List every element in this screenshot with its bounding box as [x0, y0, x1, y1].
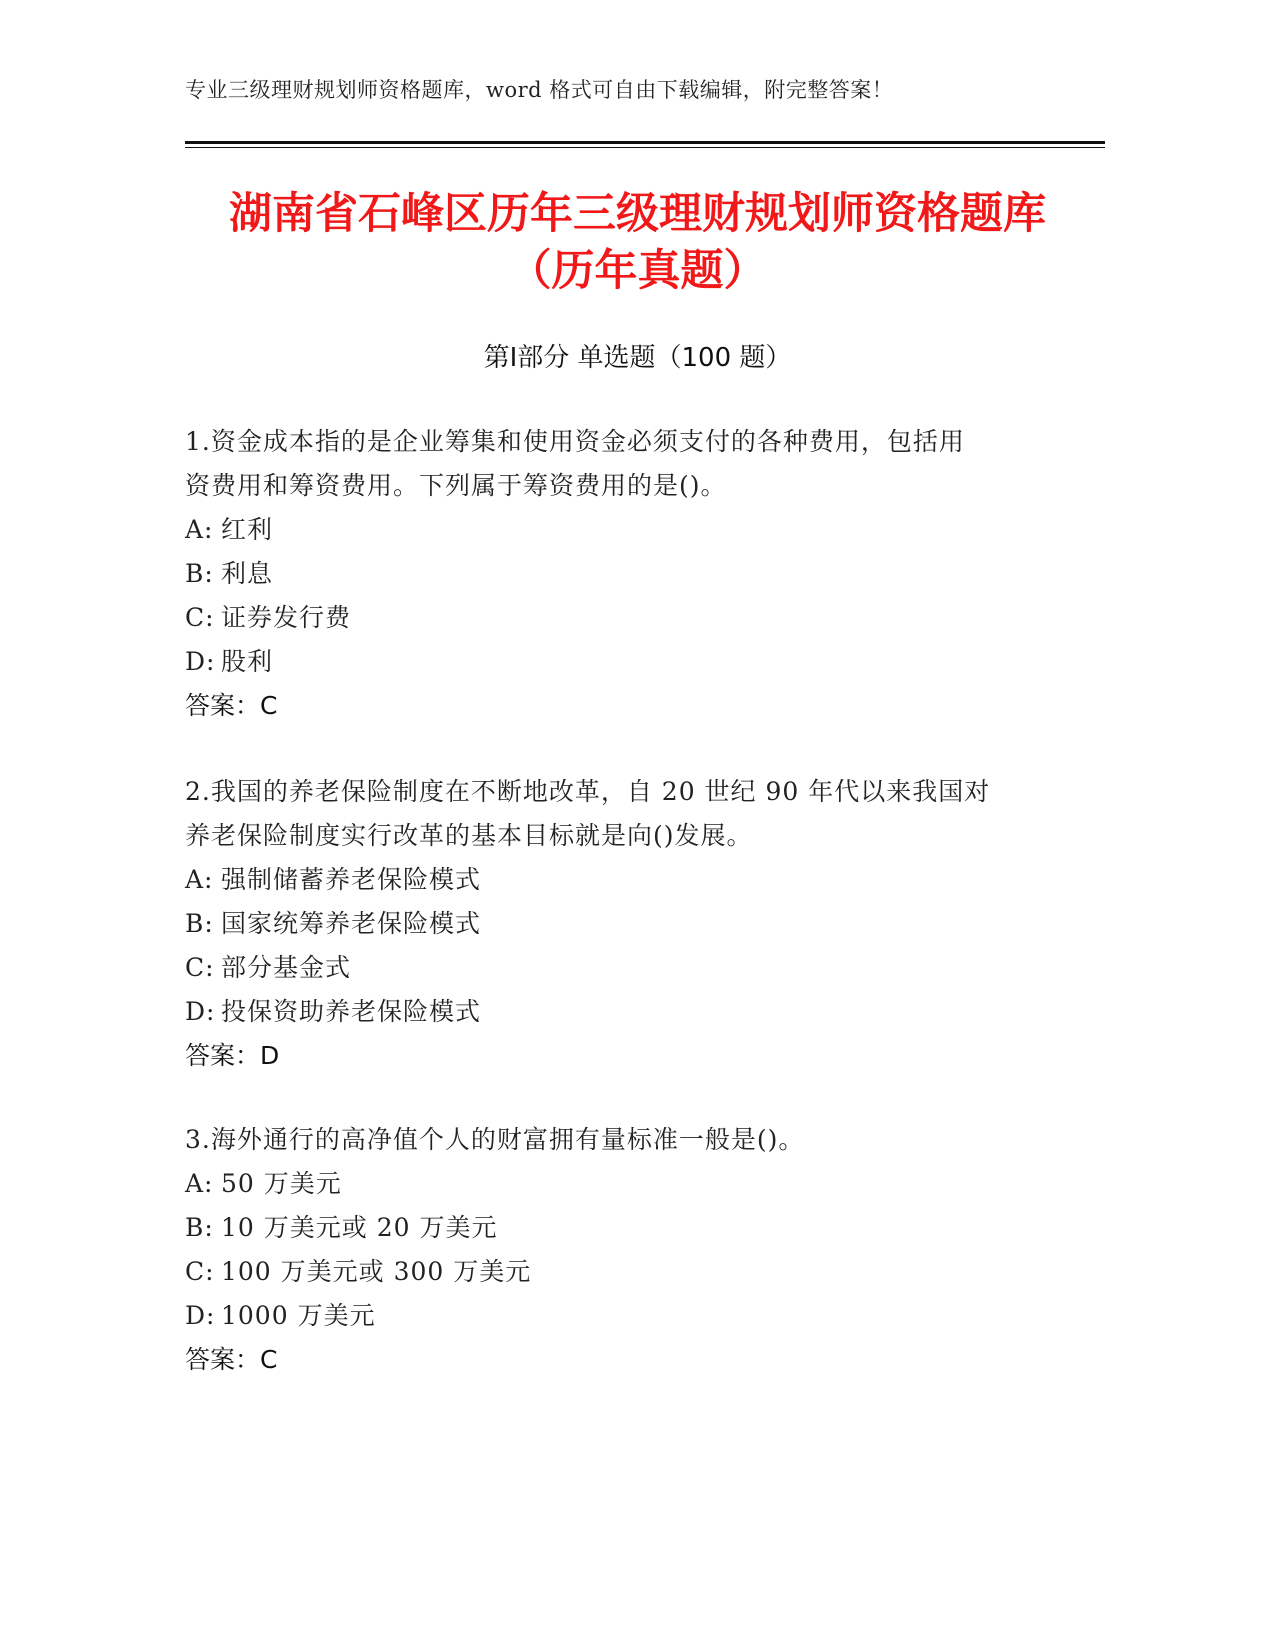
option-c: [185, 946, 1065, 990]
question-block-2: [185, 770, 1065, 1078]
option-text: 50 万美元: [221, 1169, 342, 1198]
option-text: 1000 万美元: [221, 1301, 376, 1330]
option-text: 证券发行费: [221, 603, 352, 632]
option-d: [185, 640, 1065, 684]
option-text: 部分基金式: [221, 953, 352, 982]
option-text: 100 万美元或 300 万美元: [221, 1257, 532, 1286]
option-key: D:: [185, 647, 216, 676]
option-text: 10 万美元或 20 万美元: [221, 1213, 498, 1242]
question-block-3: [185, 1118, 1065, 1382]
answer-line: 答案：C: [185, 1345, 278, 1374]
title-line-2: （历年真题）: [508, 246, 767, 296]
option-c: [185, 1250, 1065, 1294]
option-key: B:: [185, 1213, 214, 1242]
header-rule-thin: [185, 147, 1105, 148]
option-a: [185, 508, 1065, 552]
option-key: A:: [185, 865, 214, 894]
option-text: 国家统筹养老保险模式: [221, 909, 482, 938]
answer-line: 答案：D: [185, 1041, 280, 1070]
option-key: C:: [185, 1257, 215, 1286]
title-line-1: 湖南省石峰区历年三级理财规划师资格题库: [229, 189, 1046, 239]
header-note: 专业三级理财规划师资格题库，word 格式可自由下载编辑，附完整答案！: [185, 78, 894, 102]
question-stem-line: 2.我国的养老保险制度在不断地改革，自 20 世纪 90 年代以来我国对: [185, 777, 991, 806]
option-d: [185, 1294, 1065, 1338]
header-rule-thick: [185, 141, 1105, 144]
question-stem: [185, 770, 1065, 858]
option-key: B:: [185, 559, 214, 588]
question-stem-line: 养老保险制度实行改革的基本目标就是向()发展。: [185, 821, 753, 850]
option-key: B:: [185, 909, 214, 938]
option-text: 利息: [221, 559, 274, 588]
option-key: A:: [185, 515, 214, 544]
option-text: 强制储蓄养老保险模式: [221, 865, 482, 894]
option-c: [185, 596, 1065, 640]
option-key: D:: [185, 1301, 216, 1330]
option-b: [185, 552, 1065, 596]
option-d: [185, 990, 1065, 1034]
option-text: 红利: [221, 515, 274, 544]
option-b: [185, 1206, 1065, 1250]
option-key: A:: [185, 1169, 214, 1198]
question-stem-line: 3.海外通行的高净值个人的财富拥有量标准一般是()。: [185, 1125, 805, 1154]
option-key: C:: [185, 953, 215, 982]
option-key: C:: [185, 603, 215, 632]
document-title: [0, 186, 1275, 300]
option-key: D:: [185, 997, 216, 1026]
question-stem-line: 1.资金成本指的是企业筹集和使用资金必须支付的各种费用，包括用: [185, 427, 965, 456]
option-a: [185, 1162, 1065, 1206]
question-block-1: [185, 420, 1065, 728]
section-heading: 第Ⅰ部分 单选题（100 题）: [483, 343, 792, 373]
option-text: 股利: [221, 647, 274, 676]
option-text: 投保资助养老保险模式: [221, 997, 482, 1026]
question-stem: [185, 420, 1065, 508]
question-stem-line: 资费用和筹资费用。下列属于筹资费用的是()。: [185, 471, 727, 500]
option-b: [185, 902, 1065, 946]
answer-line: 答案：C: [185, 691, 278, 720]
question-stem: [185, 1118, 1065, 1162]
option-a: [185, 858, 1065, 902]
